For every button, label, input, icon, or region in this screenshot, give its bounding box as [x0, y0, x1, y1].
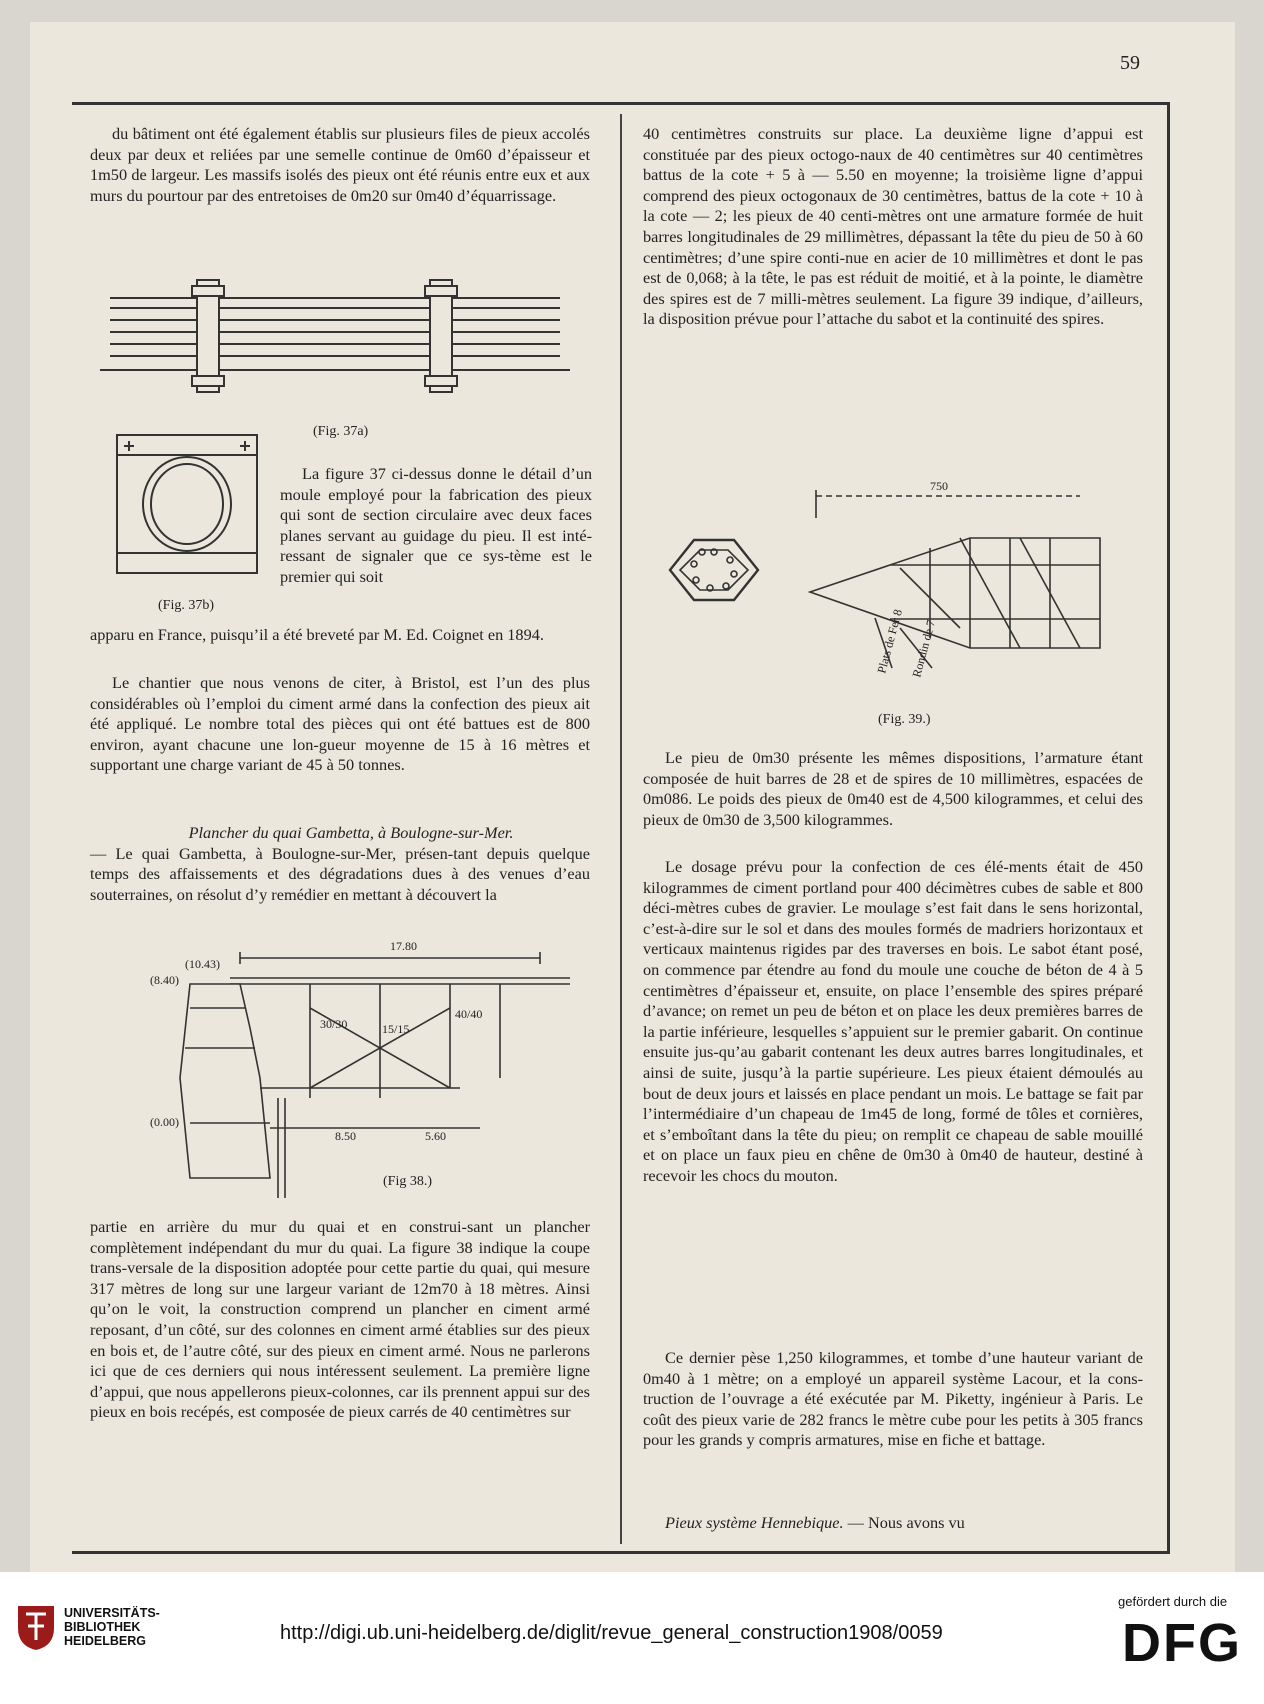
left-paragraph-2b: apparu en France, puisqu’il a été breveté par M. Ed. Coignet en 1894. — [90, 625, 544, 644]
fig39-dimension-750: 750 — [930, 479, 948, 493]
source-link[interactable]: http://digi.ub.uni-heidelberg.de/diglit/revue_general_construction1908/0059 — [280, 1622, 943, 1644]
right-paragraph-1: 40 centimètres construits sur place. La deuxième ligne d’appui est constituée par des pieux octogo-naux de 40 centimètres sur 40 centimètres battus de la cote + 5 à — 5.50 en moyenne; la troisième ligne d’appui comprend des pieux octogonaux de 30 centimètres, battus de la cote + 10 à la cote — 2; les pieux de 40 centi-mètres ont une armature formée de huit barres longitudinales de 29 millimètres, dépassant la tête du pieu de 50 à 60 centimètres; d’une spire conti-nue en acier de 10 millimètres et dont le pas est de 0,068; à la tête, le pas est réduit de moitié, et à la pointe, le diamètre des spires est de 7 milli-mètres seulement. La figure 39 indique, d’ailleurs, la disposition prévue pour l’attache du sabot et la continuité des spires. — [643, 124, 1143, 329]
right-paragraph-2: Le pieu de 0m30 présente les mêmes dispositions, l’armature étant composée de huit barres de 28 et de spires de 10 millimètres, espacées de 0m086. Le poids des pieux de 0m40 est de 4,500 kilogrammes, et celui des pieux de 0m30 de 3,500 kilogrammes. — [643, 748, 1143, 829]
figure-38 — [150, 928, 590, 1198]
figure-37a — [100, 278, 570, 398]
fig-37a-caption: (Fig. 37a) — [313, 424, 369, 439]
fig38-level-8-40: (8.40) — [150, 973, 179, 987]
figure-37b — [115, 433, 265, 575]
left-paragraph-3: Le chantier que nous venons de citer, à Bristol, est l’un des plus considérables où l’emploi du ciment armé dans la confection des pieux ait été appliqué. Le nombre total des pièces qui ont été battues est de 800 environ, ayant chacune une lon-gueur moyenne de 15 à 16 mètres et supportant une charge variant de 45 à 50 tonnes. — [90, 673, 590, 775]
fig39-label-plats: Plats de Fer 8 — [874, 607, 905, 675]
right-paragraph-5: Pieux système Hennebique. — Nous avons vu — [665, 1513, 965, 1532]
fig-39-caption: (Fig. 39.) — [878, 712, 931, 727]
right-paragraph-3: Le dosage prévu pour la confection de ces élé-ments était de 450 kilogrammes de ciment portland pour 400 décimètres cubes de sable et 800 déci-mètres cubes de gravier. Le moulage s’est fait dans le sens horizontal, c’est-à-dire sur le sol et dans des moules formés de madriers horizontaux et verticaux maintenus rigides par des traverses en bois. Le sabot étant posé, on commence par étendre au fond du moule une couche de béton de 4 à 5 centimètres d’épaisseur et, ensuite, on place l’ensemble des spires préparé d’avance; on remet un peu de béton et on place les deux premières barres de la partie inférieure, lesquelles s’appuient sur le premier gabarit. On continue ensuite jus-qu’au gabarit contenant les deux autres barres longitudinales, et ainsi de suite, jusqu’à la partie supérieure. Les pieux étaient démoulés au bout de deux jours et laissés en place pendant un mois. Le battage se fait par l’intermédiaire d’un chapeau de 1m45 de long, formé de tôles et cornières, et s’emboîtant dans la tête du pieu; on remplit ce chapeau de sable mouillé et on place un faux pieu en chêne de 0m30 à 0m40 de hauteur, destiné à recevoir les chocs du mouton. — [643, 857, 1143, 1185]
left-section: Plancher du quai Gambetta, à Boulogne-sur-Mer. — Le quai Gambetta, à Boulogne-sur-Mer, présen-tant depuis quelque temps des affaissements et des dégradations dues à des venues d’eau souterraines, on résolut d’y remédier en mettant à découvert la — [90, 823, 590, 904]
left-paragraph-1: du bâtiment ont été également établis sur plusieurs files de pieux accolés deux par deux et reliées par une semelle continue de 0m60 d’épaisseur et 1m50 de largeur. Les massifs isolés des pieux ont été réunis entre eux et aux murs du pourtour par des entretoises de 0m20 sur 0m40 d’équarrissage. — [90, 124, 590, 205]
dfg-logo: DFG — [1122, 1613, 1242, 1673]
fig38-section-40-40: 40/40 — [455, 1007, 483, 1021]
figure-39 — [660, 478, 1120, 690]
footer-bar — [0, 1572, 1264, 1704]
page-number: 59 — [1120, 52, 1140, 74]
section-heading: Plancher du quai Gambetta, à Boulogne-sur-Mer. — [188, 823, 514, 842]
fig38-dimension-5-60: 5.60 — [425, 1129, 446, 1143]
hennebique-heading: Pieux système Hennebique. — [665, 1513, 844, 1532]
library-name: UNIVERSITÄTS- BIBLIOTHEK HEIDELBERG — [64, 1606, 160, 1648]
fig38-section-30-30: 30/30 — [320, 1017, 348, 1031]
sponsor-text: gefördert durch die — [1118, 1594, 1228, 1609]
fig-38-caption: (Fig 38.) — [383, 1174, 432, 1189]
left-paragraph-2a: La figure 37 ci-dessus donne le détail d’un moule employé pour la fabrication des pieux qui sont de section circulaire avec deux faces planes servant au guidage du pieu. Il est inté-ressant de signaler que ce sys-tème est le premier qui soit — [280, 464, 592, 586]
fig38-dimension-17-80: 17.80 — [390, 939, 417, 953]
fig38-section-15-15: 15/15 — [382, 1022, 410, 1036]
column-divider — [620, 114, 622, 1544]
fig39-label-rondin: Rondin de 7 — [909, 618, 939, 679]
top-rule — [72, 102, 1167, 105]
fig38-dimension-8-50: 8.50 — [335, 1129, 356, 1143]
university-seal-icon — [14, 1602, 58, 1652]
fig38-level-0-00: (0.00) — [150, 1115, 179, 1129]
left-paragraph-5: partie en arrière du mur du quai et en construi-sant un plancher complètement indépendant du mur du quai. La figure 38 indique la coupe trans-versale de la disposition adoptée pour cette partie du quai, qui mesure 317 mètres de long sur une largeur variant de 12m70 à 18 mètres. Ainsi qu’on le voit, la construction comprend un plancher en ciment armé reposant, d’un côté, sur des colonnes en ciment armé établies sur des pieux en bois et, de l’autre côté, sur des pieux en ciment armé. Nous ne parlerons ici que de ces derniers qui nous intéressent seulement. La première ligne d’appui, que nous appellerons pieux-colonnes, car ils prennent appui sur des pieux en bois recépés, est composée de pieux carrés de 40 centimètres sur — [90, 1217, 590, 1422]
bottom-rule — [72, 1551, 1167, 1554]
fig38-level-10-43: (10.43) — [185, 957, 220, 971]
fig-37b-caption: (Fig. 37b) — [158, 598, 214, 613]
right-border — [1167, 102, 1170, 1554]
right-paragraph-4: Ce dernier pèse 1,250 kilogrammes, et tombe d’une hauteur variant de 0m40 à 1 mètre; on a employé un appareil système Lacour, et la cons-truction de l’ouvrage a été exécutée par M. Piketty, ingénieur à Paris. Le coût des pieux varie de 282 francs le mètre cube pour les petits à 305 francs pour les grands y compris armatures, mise en fiche et battage. — [643, 1348, 1143, 1450]
